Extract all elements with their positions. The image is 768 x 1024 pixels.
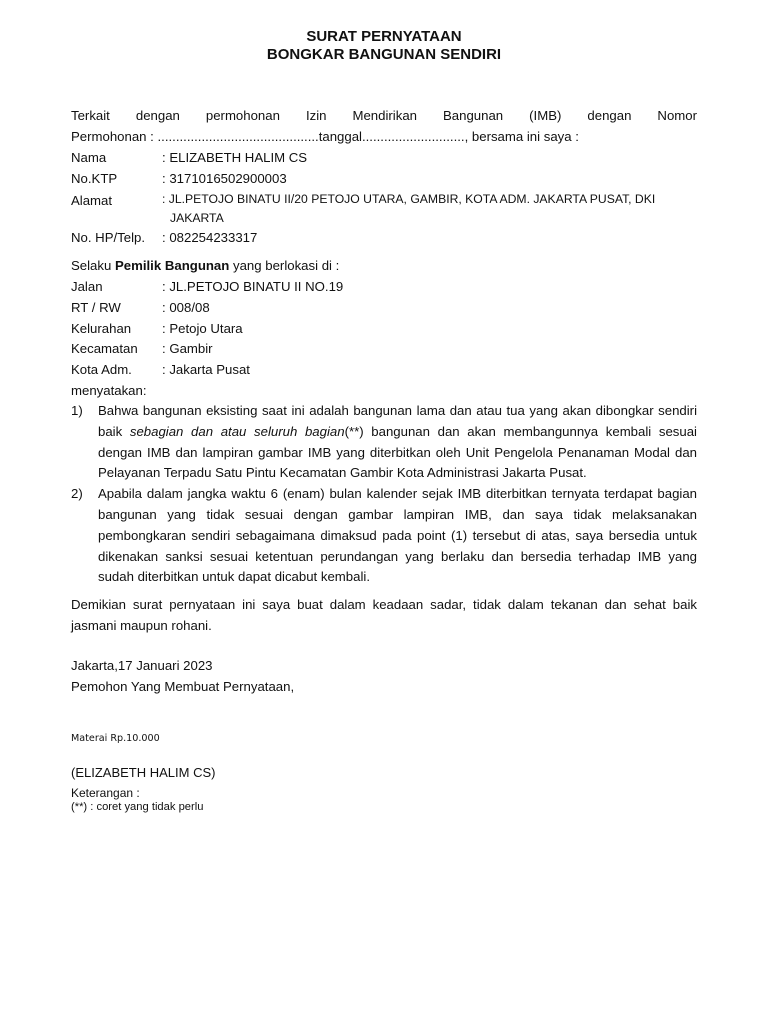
point-text: (**) bangunan dan akan membangunnya kembali sesuai dengan IMB dan lampiran gambar IMB yang diterbitkan oleh Unit Pengelola Penanaman Modal dan Pelayanan Terpadu Satu Pintu Kecamatan Gambir Kota Administrasi Jakarta Pusat. <box>98 423 697 481</box>
address-line-2: JAKARTA <box>170 210 224 225</box>
title-line-2: BONGKAR BANGUNAN SENDIRI <box>266 46 502 63</box>
owner-intro-post: yang berlokasi di : <box>229 258 340 273</box>
field-value: : 3171016502900003 <box>162 170 287 186</box>
point-text: Bahwa bangunan eksisting saat ini adalah bangunan lama dan atau tua yang akan dibongkar sendiri baik <box>98 403 697 439</box>
field-label: RT / RW <box>71 299 121 315</box>
location-row <box>71 360 697 381</box>
list-text <box>98 401 697 484</box>
field-value: : ELIZABETH HALIM CS <box>162 150 308 165</box>
note-label: Keterangan : <box>71 786 140 800</box>
materai-stamp-label: Materai Rp.10.000 <box>71 733 160 744</box>
list-number: 2) <box>71 486 83 502</box>
field-label: Jalan <box>71 279 103 294</box>
location-row <box>71 298 697 319</box>
signer-title: Pemohon Yang Membuat Pernyataan, <box>71 679 295 694</box>
field-value: : JL.PETOJO BINATU II NO.19 <box>162 279 344 294</box>
list-text: Apabila dalam jangka waktu 6 (enam) bulan kalender sejak IMB diterbitkan ternyata terdapat bagian bangunan yang tidak sesuai dengan gambar lampiran IMB, dan saya tidak melaksanakan pembongkaran sendiri sebagaimana dimaksud pada point (1) tersebut di atas, saya bersedia untuk dikenakan sanksi sesuai ketentuan perundangan yang berlaku dan bersedia terhadap IMB yang sudah diterbitkan untuk dapat dicabut kembali. <box>98 486 697 585</box>
applicant-details <box>71 148 697 248</box>
closing-paragraph: Demikian surat pernyataan ini saya buat dalam keadaan sadar, tidak dalam tekanan dan sehat baik jasmani maupun rohani. <box>71 597 697 633</box>
location-row <box>71 339 697 360</box>
field-label: Alamat <box>71 192 113 208</box>
field-label: Kota Adm. <box>71 362 132 378</box>
list-item <box>71 401 697 484</box>
location-details <box>71 277 697 402</box>
owner-intro <box>71 256 697 277</box>
field-label: Kelurahan <box>71 320 132 336</box>
owner-intro-pre: Selaku <box>71 258 115 273</box>
point-italic-text: sebagian dan atau seluruh bagian <box>129 423 345 439</box>
declare-label: menyatakan: <box>71 382 147 398</box>
location-row <box>71 319 697 340</box>
note-text: (**) : coret yang tidak perlu <box>71 801 204 813</box>
field-value: : 082254233317 <box>162 229 258 245</box>
note-section <box>71 786 697 814</box>
address-line-1: : JL.PETOJO BINATU II/20 PETOJO UTARA, GAMBIR, KOTA ADM. JAKARTA PUSAT, DKI <box>162 191 656 206</box>
owner-intro-bold: Pemilik Bangunan <box>115 258 230 273</box>
field-label: No.KTP <box>71 170 118 186</box>
intro-line-1: Terkait dengan permohonan Izin Mendirikan Bangunan (IMB) dengan Nomor <box>71 108 697 123</box>
applicant-row <box>71 148 697 169</box>
applicant-row <box>71 190 697 228</box>
list-item <box>71 484 697 588</box>
document-title <box>71 28 697 64</box>
location-row <box>71 277 697 298</box>
intro-paragraph <box>71 106 697 148</box>
field-label: No. HP/Telp. <box>71 229 146 245</box>
field-value: : Jakarta Pusat <box>162 362 250 378</box>
field-label: Kecamatan <box>71 341 138 357</box>
list-number: 1) <box>71 403 83 418</box>
place-date: Jakarta,17 Januari 2023 <box>71 658 213 673</box>
applicant-row <box>71 228 697 249</box>
field-value-address <box>162 190 697 228</box>
field-label: Nama <box>71 150 107 165</box>
applicant-row <box>71 169 697 190</box>
intro-line-2: Permohonan : ............................................tanggal............................, bersama ini saya : <box>71 128 579 144</box>
field-value: : 008/08 <box>162 299 210 315</box>
field-value: : Gambir <box>162 341 213 357</box>
field-value: : Petojo Utara <box>162 320 243 336</box>
title-line-1: SURAT PERNYATAAN <box>306 28 462 45</box>
declaration-list <box>71 401 697 588</box>
signer-name: (ELIZABETH HALIM CS) <box>71 765 216 780</box>
